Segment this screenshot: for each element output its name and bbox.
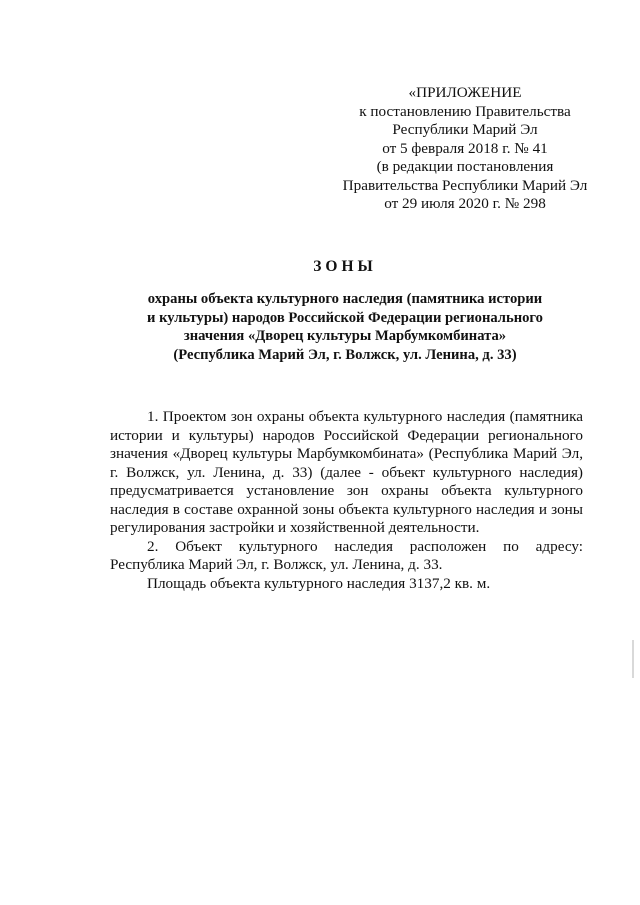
document-subtitle bbox=[110, 290, 580, 364]
document-title: ЗОНЫ bbox=[313, 258, 377, 275]
appendix-line: «ПРИЛОЖЕНИЕ bbox=[408, 84, 522, 101]
appendix-line: к постановлению Правительства bbox=[359, 102, 571, 120]
appendix-header bbox=[330, 84, 600, 214]
appendix-line: от 29 июля 2020 г. № 298 bbox=[384, 195, 546, 212]
scan-artifact bbox=[632, 640, 634, 678]
subtitle-line: (Республика Марий Эл, г. Волжск, ул. Ленина, д. 33) bbox=[173, 346, 517, 363]
appendix-line: Правительства Республики Марий Эл bbox=[342, 176, 588, 194]
appendix-line: от 5 февраля 2018 г. № 41 bbox=[382, 139, 548, 157]
document-body bbox=[110, 408, 583, 593]
appendix-line: (в редакции постановления bbox=[376, 158, 554, 175]
subtitle-line: значения «Дворец культуры Марбумкомбината» bbox=[183, 328, 507, 345]
appendix-line: Республики Марий Эл bbox=[392, 121, 538, 138]
paragraph-2: 2. Объект культурного наследия расположен по адресу: Республика Марий Эл, г. Волжск, ул. Ленина, д. 33. bbox=[110, 537, 583, 573]
paragraph-1: 1. Проектом зон охраны объекта культурного наследия (памятника истории и культуры) народов Российской Федерации регионального значения «Дворец культуры Марбумкомбината» (Республика Марий Эл, г. Волжск, ул. Ленина, д. 33) (далее - объект культурного наследия) предусматривается установление зон охраны объекта культурного наследия в составе охранной зоны объекта культурного наследия и зоны регулирования застройки и хозяйственной деятельности. bbox=[110, 408, 583, 536]
paragraph-area: Площадь объекта культурного наследия 3137,2 кв. м. bbox=[147, 574, 491, 592]
subtitle-line: и культуры) народов Российской Федерации регионального bbox=[147, 309, 543, 326]
subtitle-line: охраны объекта культурного наследия (памятника истории bbox=[147, 291, 543, 307]
